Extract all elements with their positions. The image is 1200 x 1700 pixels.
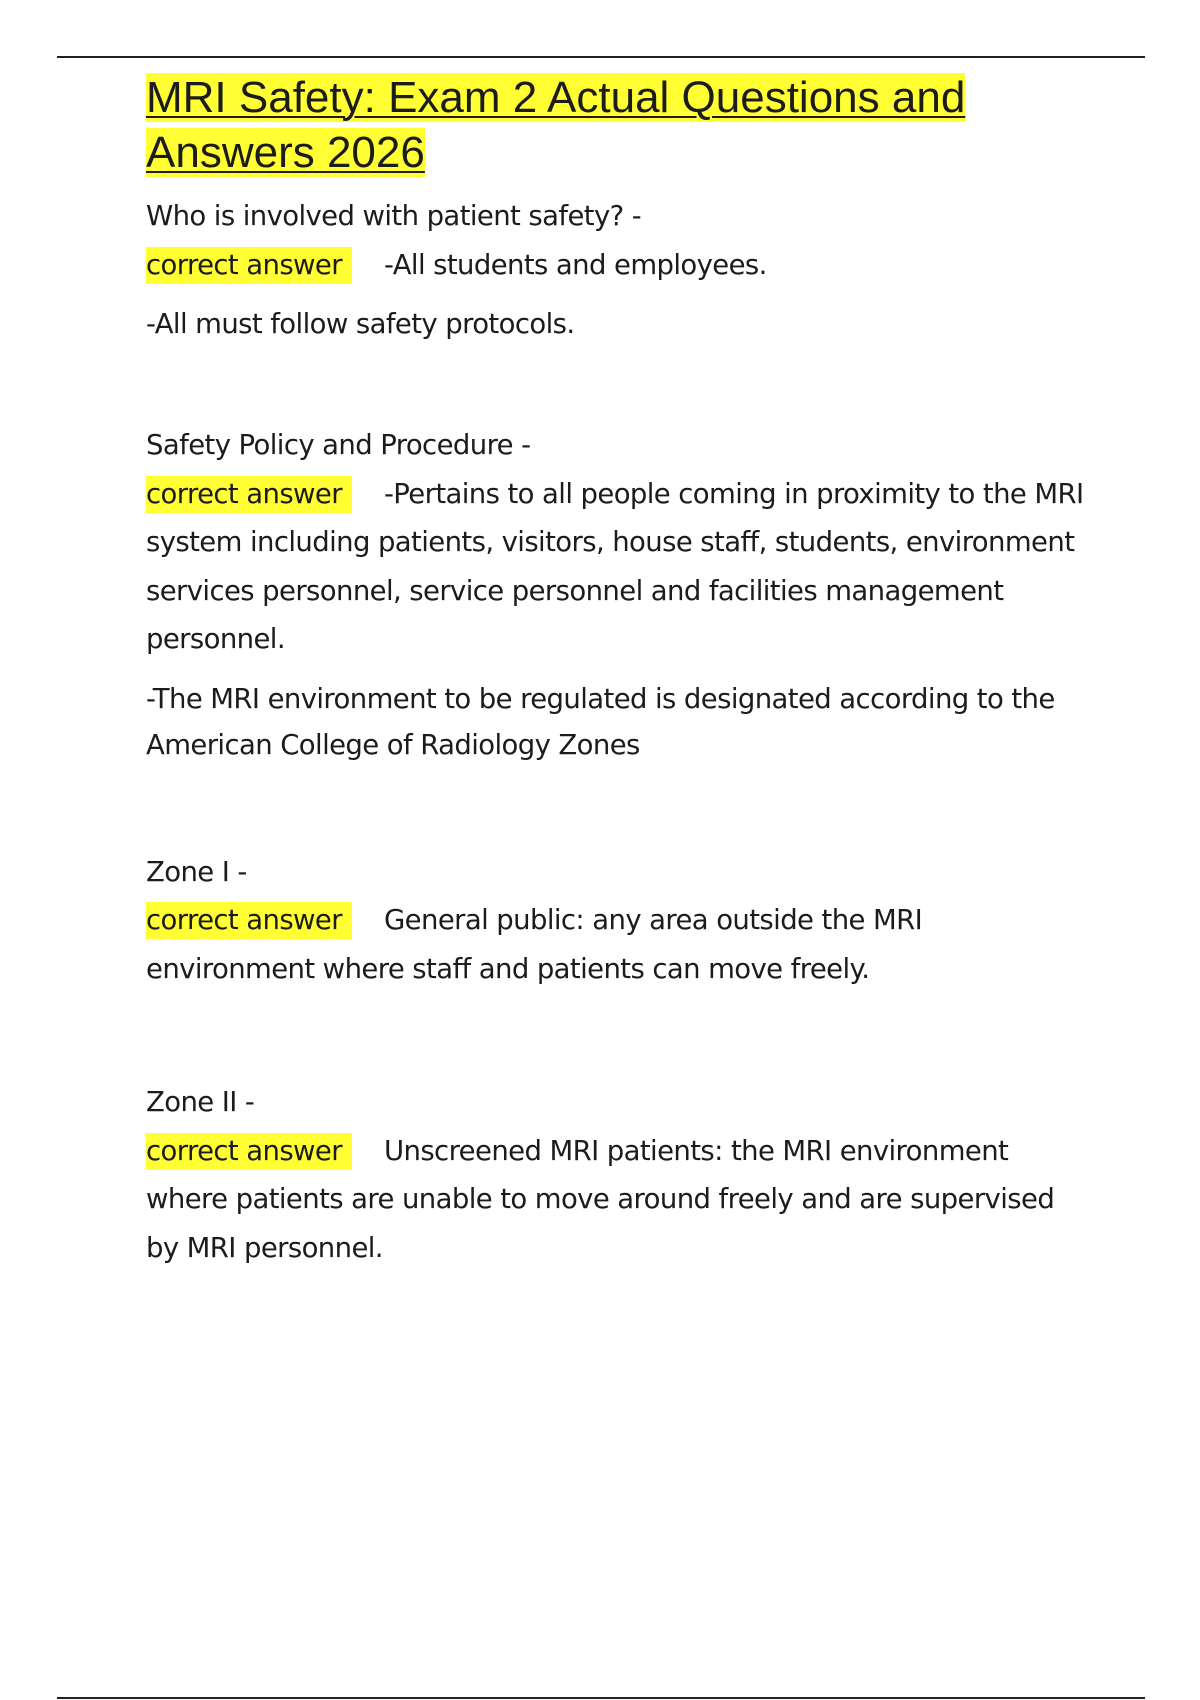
answer-text: -All students and employees. <box>383 248 767 281</box>
answer-text: Unscreened MRI patients: the MRI environment where patients are unable to move around freely and are supervised by MRI personnel. <box>146 1134 1055 1264</box>
answer-paragraph <box>146 896 1086 993</box>
correct-answer-tag: correct answer <box>146 476 352 513</box>
answer-paragraph <box>146 470 1086 664</box>
question-text: Safety Policy and Procedure - <box>146 429 531 461</box>
correct-answer-tag: correct answer <box>146 1133 352 1170</box>
answer-extra-text: -The MRI environment to be regulated is designated according to the American College of Radiology Zones <box>146 682 1055 761</box>
answer-text: -Pertains to all people coming in proximity to the MRI system including patients, visitors, house staff, students, environment services personnel, service personnel and facilities management personnel. <box>146 477 1084 655</box>
qa-item <box>146 848 1086 994</box>
qa-item <box>146 1078 1086 1272</box>
qa-item <box>146 421 1086 768</box>
question-text: Zone I - <box>146 855 247 888</box>
bottom-rule <box>57 1697 1145 1699</box>
correct-answer-tag: correct answer <box>146 902 352 939</box>
answer-extra-text: -All must follow safety protocols. <box>146 308 575 340</box>
document-body <box>146 70 1086 1272</box>
top-rule <box>57 56 1145 58</box>
correct-answer-tag: correct answer <box>146 247 352 284</box>
document-title: MRI Safety: Exam 2 Actual Questions and Answers 2026 <box>146 73 966 177</box>
question-text: Who is involved with patient safety? - <box>146 200 642 232</box>
question-text: Zone II - <box>146 1086 255 1118</box>
answer-paragraph <box>146 241 1086 290</box>
answer-paragraph <box>146 1127 1086 1273</box>
answer-text: General public: any area outside the MRI environment where staff and patients can move freely. <box>146 904 923 985</box>
qa-item <box>146 192 1086 347</box>
